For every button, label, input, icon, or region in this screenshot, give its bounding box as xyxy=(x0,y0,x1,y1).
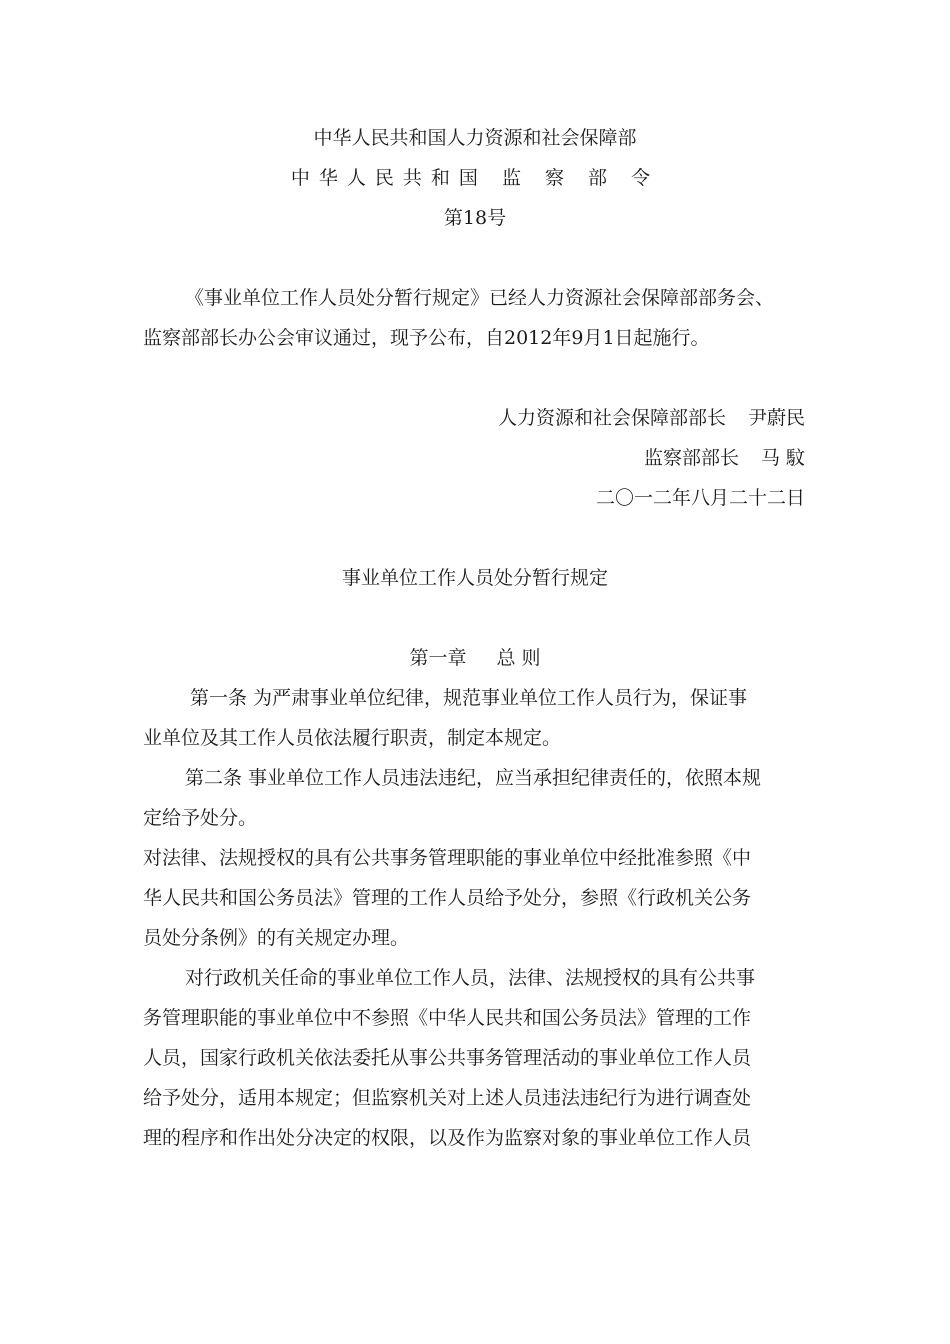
body-line-8: 对行政机关任命的事业单位工作人员，法律、法规授权的具有公共事 xyxy=(185,967,756,989)
body-line-12: 理的程序和作出处分决定的权限，以及作为监察对象的事业单位工作人员 xyxy=(143,1127,752,1149)
chapter-name: 总 则 xyxy=(496,647,541,669)
ministry-title-1: 中华人民共和国人力资源和社会保障部 xyxy=(313,127,637,149)
signature-2 xyxy=(644,446,805,470)
announcement-line-2: 监察部部长办公会审议通过，现予公布，自2012年9月1日起施行。 xyxy=(143,327,710,349)
body-line-10: 人员，国家行政机关依法委托从事公共事务管理活动的事业单位工作人员 xyxy=(143,1047,752,1069)
signature-date: 二〇一二年八月二十二日 xyxy=(595,487,805,509)
signature-1-title: 人力资源和社会保障部部长 xyxy=(497,407,726,429)
signature-1 xyxy=(498,406,805,430)
body-line-4: 定给予处分。 xyxy=(143,807,258,829)
body-line-1: 第一条 为严肃事业单位纪律，规范事业单位工作人员行为，保证事 xyxy=(190,687,748,709)
ministry-title-2: 中华人民共和国 监 察 部 令 xyxy=(290,167,660,189)
body-line-2: 业单位及其工作人员依法履行职责，制定本规定。 xyxy=(143,727,562,749)
body-line-5: 对法律、法规授权的具有公共事务管理职能的事业单位中经批准参照《中 xyxy=(143,847,752,869)
signature-1-name: 尹蔚民 xyxy=(747,407,805,429)
signature-2-name: 马 馼 xyxy=(760,447,805,469)
announcement-line-1: 《事业单位工作人员处分暂行规定》已经人力资源社会保障部部务会、 xyxy=(185,287,775,309)
body-line-7: 员处分条例》的有关规定办理。 xyxy=(143,927,410,949)
body-line-3: 第二条 事业单位工作人员违法违纪，应当承担纪律责任的，依照本规 xyxy=(185,767,762,789)
order-number: 第18号 xyxy=(443,207,507,229)
body-line-6: 华人民共和国公务员法》管理的工作人员给予处分，参照《行政机关公务 xyxy=(143,887,752,909)
regulation-title: 事业单位工作人员处分暂行规定 xyxy=(341,567,608,589)
body-line-9: 务管理职能的事业单位中不参照《中华人民共和国公务员法》管理的工作 xyxy=(143,1007,752,1029)
body-line-11: 给予处分，适用本规定；但监察机关对上述人员违法违纪行为进行调查处 xyxy=(143,1087,752,1109)
chapter-number: 第一章 xyxy=(409,647,467,669)
chapter-heading xyxy=(0,646,950,670)
signature-2-title: 监察部部长 xyxy=(643,447,739,469)
